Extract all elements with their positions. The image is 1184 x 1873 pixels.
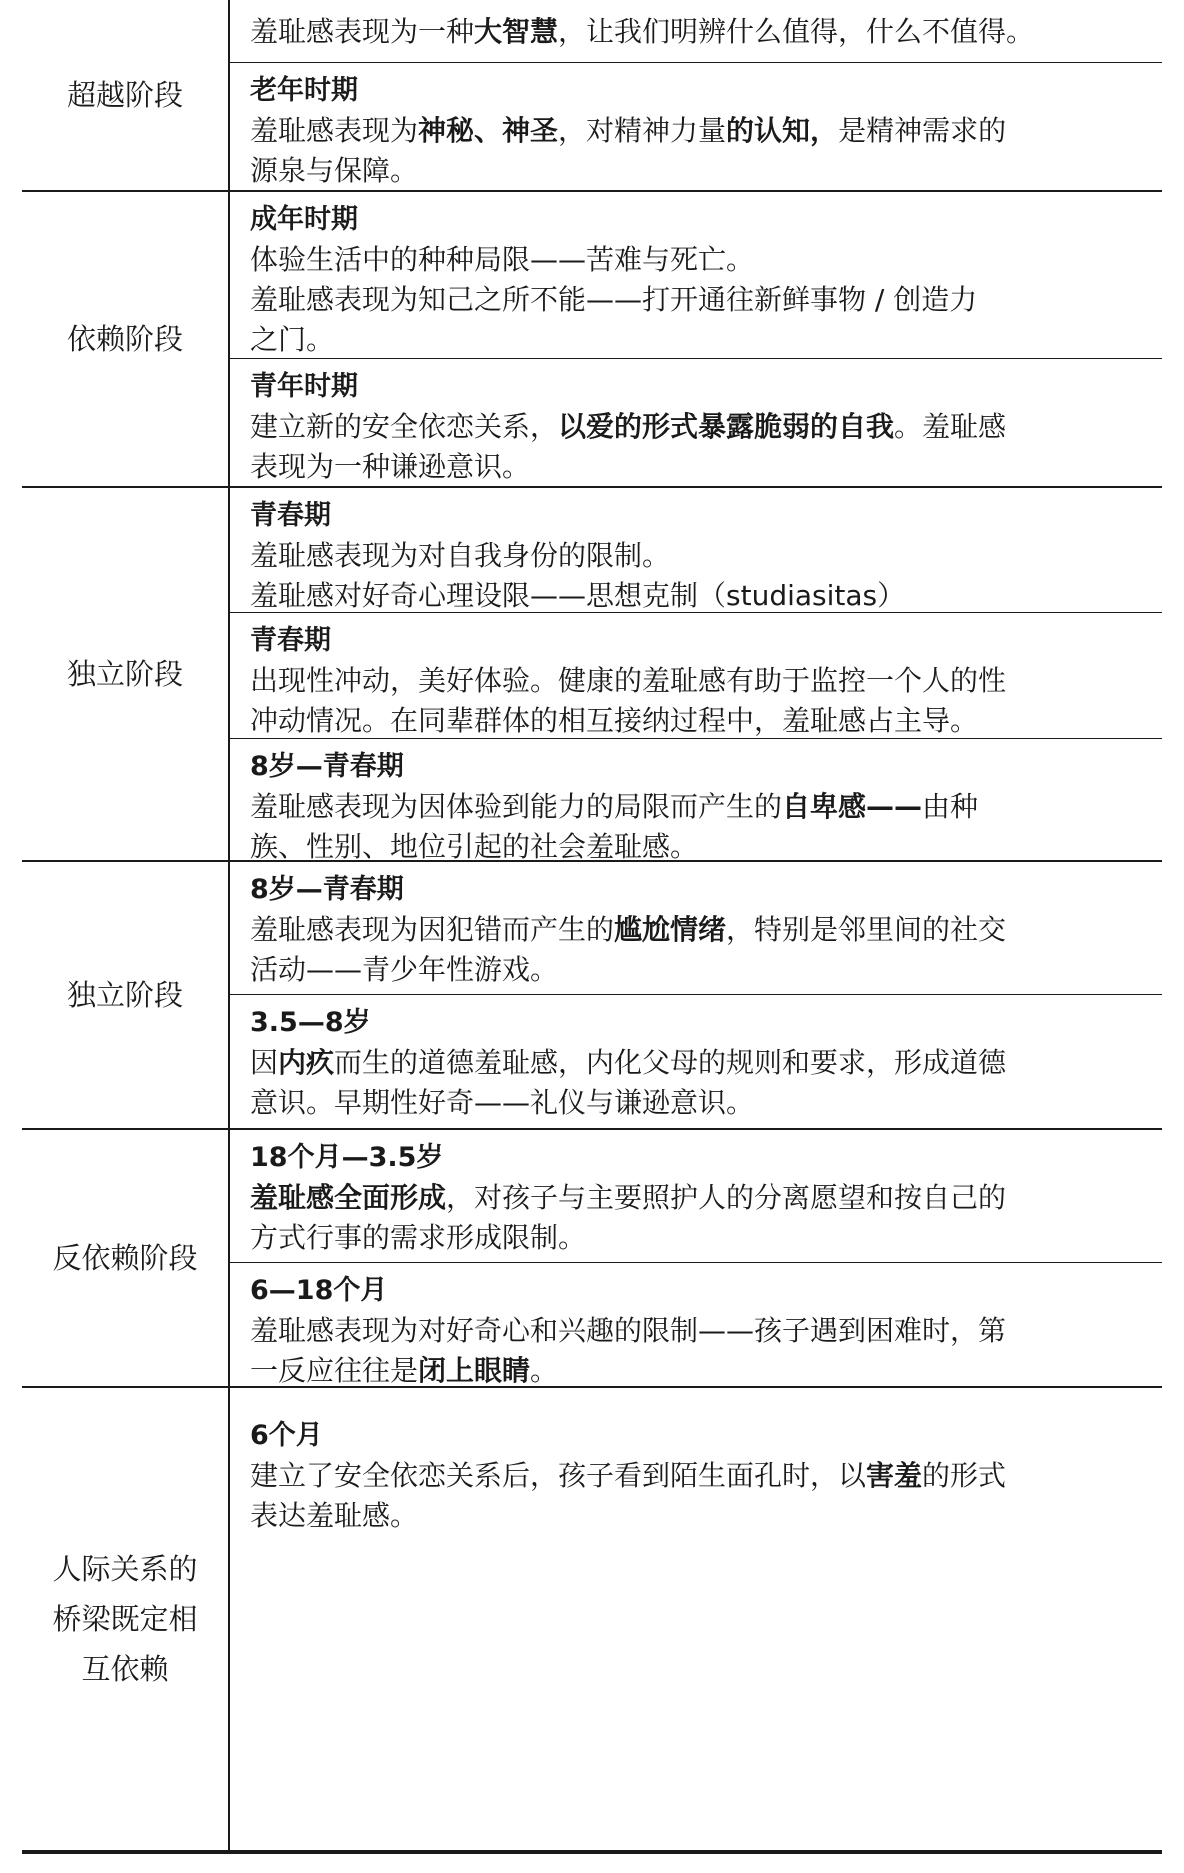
description-line <box>250 661 1162 701</box>
period-heading: 青春期 <box>250 500 331 531</box>
period-heading: 8岁—青春期 <box>250 751 404 782</box>
stage-detail-cells <box>230 488 1162 863</box>
text-segment: 羞耻感表现为一种 <box>250 15 475 48</box>
text-segment: 体验生活中的种种局限——苦难与死亡。 <box>250 243 755 276</box>
description-line <box>250 407 1162 447</box>
stage-detail-cells <box>230 1388 1162 1850</box>
emphasized-text: 大智慧 <box>474 15 559 48</box>
text-segment: 因 <box>250 1046 279 1079</box>
period-heading: 青春期 <box>250 625 331 656</box>
text-segment: 方式行事的需求形成限制。 <box>250 1221 587 1254</box>
text-segment: 出现性冲动，美好体验。健康的羞耻感有助于监控一个人的性 <box>250 664 1007 697</box>
description-line <box>250 280 1162 320</box>
text-segment: ，特别是邻里间的社交 <box>726 913 1007 946</box>
period-heading: 3.5—8岁 <box>250 1007 371 1038</box>
emphasized-text: 羞耻感全面形成 <box>250 1181 447 1214</box>
emphasized-text: 的认知， <box>726 114 839 147</box>
text-segment: 一反应往往是 <box>250 1354 419 1387</box>
description-line <box>250 701 1162 741</box>
detail-cell <box>230 612 1162 738</box>
shame-development-table <box>22 0 1162 1854</box>
period-heading: 青年时期 <box>250 371 358 402</box>
stage-label: 独立阶段 <box>22 488 230 860</box>
detail-cell <box>230 488 1162 612</box>
description-line <box>250 950 1162 990</box>
text-segment: 而生的道德羞耻感，内化父母的规则和要求，形成道德 <box>334 1046 1007 1079</box>
description-line <box>250 111 1162 151</box>
text-segment: 的形式 <box>922 1459 1007 1492</box>
description-line <box>250 447 1162 487</box>
detail-cell <box>230 1262 1162 1388</box>
description-line <box>250 1311 1162 1351</box>
stage-group <box>22 192 1162 488</box>
description-line <box>250 787 1162 827</box>
detail-cell <box>230 738 1162 862</box>
detail-cell <box>230 1388 1162 1556</box>
emphasized-text: 内疚 <box>278 1046 335 1079</box>
text-segment: 羞耻感表现为对好奇心和兴趣的限制——孩子遇到困难时，第 <box>250 1314 1007 1347</box>
period-heading: 6—18个月 <box>250 1275 388 1306</box>
stage-group <box>22 1130 1162 1388</box>
detail-cell <box>230 358 1162 488</box>
text-segment: 羞耻感对好奇心理设限——思想克制（studiasitas） <box>250 579 906 612</box>
emphasized-text: 自卑感—— <box>782 790 923 823</box>
emphasized-text: 闭上眼睛 <box>418 1354 531 1387</box>
period-heading: 6个月 <box>250 1420 323 1451</box>
stage-detail-cells <box>230 0 1162 190</box>
text-segment: ，对孩子与主要照护人的分离愿望和按自己的 <box>446 1181 1007 1214</box>
stage-label: 反依赖阶段 <box>22 1130 230 1386</box>
text-segment: 羞耻感表现为知己之所不能——打开通往新鲜事物 / 创造力 <box>250 283 978 316</box>
text-segment: 。 <box>530 1354 559 1387</box>
stage-label: 人际关系的桥梁既定相互依赖 <box>22 1388 230 1850</box>
stage-detail-cells <box>230 192 1162 486</box>
text-segment: 羞耻感表现为因犯错而产生的 <box>250 913 615 946</box>
text-segment: 羞耻感表现为 <box>250 114 419 147</box>
description-line <box>250 1043 1162 1083</box>
description-line <box>250 1351 1162 1391</box>
detail-cell <box>230 0 1162 62</box>
description-line <box>250 151 1162 191</box>
stage-detail-cells <box>230 1130 1162 1386</box>
text-segment: 羞耻感表现为因体验到能力的局限而产生的 <box>250 790 783 823</box>
stage-detail-cells <box>230 862 1162 1128</box>
text-segment: 建立了安全依恋关系后，孩子看到陌生面孔时，以 <box>250 1459 867 1492</box>
stage-label: 依赖阶段 <box>22 192 230 486</box>
description-line <box>250 576 1162 616</box>
text-segment: 意识。早期性好奇——礼仪与谦逊意识。 <box>250 1086 755 1119</box>
period-heading: 8岁—青春期 <box>250 874 404 905</box>
description-line <box>250 1178 1162 1218</box>
stage-group <box>22 0 1162 192</box>
detail-cell <box>230 192 1162 358</box>
detail-cell <box>230 1130 1162 1262</box>
stage-group <box>22 488 1162 862</box>
period-heading: 老年时期 <box>250 75 358 106</box>
description-line <box>250 536 1162 576</box>
emphasized-text: 神秘、神圣 <box>418 114 559 147</box>
text-segment: 表达羞耻感。 <box>250 1499 419 1532</box>
period-heading: 18个月—3.5岁 <box>250 1142 444 1173</box>
description-line <box>250 1456 1162 1496</box>
text-segment: 之门。 <box>250 323 335 356</box>
text-segment: 是精神需求的 <box>838 114 1007 147</box>
text-segment: 源泉与保障。 <box>250 154 419 187</box>
text-segment: ，让我们明辨什么值得，什么不值得。 <box>558 15 1035 48</box>
text-segment: 表现为一种谦逊意识。 <box>250 450 531 483</box>
detail-cell <box>230 994 1162 1130</box>
description-line <box>250 827 1162 867</box>
stage-label: 超越阶段 <box>22 0 230 190</box>
emphasized-text: 害羞 <box>866 1459 923 1492</box>
text-segment: 羞耻感表现为对自我身份的限制。 <box>250 539 671 572</box>
stage-group <box>22 1388 1162 1852</box>
stage-group <box>22 862 1162 1130</box>
description-line <box>250 1083 1162 1123</box>
text-segment: 活动——青少年性游戏。 <box>250 953 559 986</box>
description-line <box>250 1496 1162 1536</box>
text-segment: 冲动情况。在同辈群体的相互接纳过程中，羞耻感占主导。 <box>250 704 979 737</box>
description-line <box>250 320 1162 360</box>
period-heading: 成年时期 <box>250 204 358 235</box>
description-line <box>250 12 1162 52</box>
text-segment: 由种 <box>922 790 979 823</box>
text-segment: ，对精神力量 <box>558 114 727 147</box>
detail-cell <box>230 862 1162 994</box>
description-line <box>250 240 1162 280</box>
text-segment: 族、性别、地位引起的社会羞耻感。 <box>250 830 699 863</box>
description-line <box>250 1218 1162 1258</box>
emphasized-text: 尴尬情绪 <box>614 913 727 946</box>
emphasized-text: 以爱的形式暴露脆弱的自我 <box>558 410 895 443</box>
stage-label: 独立阶段 <box>22 862 230 1128</box>
description-line <box>250 910 1162 950</box>
text-segment: 。羞耻感 <box>894 410 1007 443</box>
detail-cell <box>230 62 1162 192</box>
text-segment: 建立新的安全依恋关系， <box>250 410 559 443</box>
